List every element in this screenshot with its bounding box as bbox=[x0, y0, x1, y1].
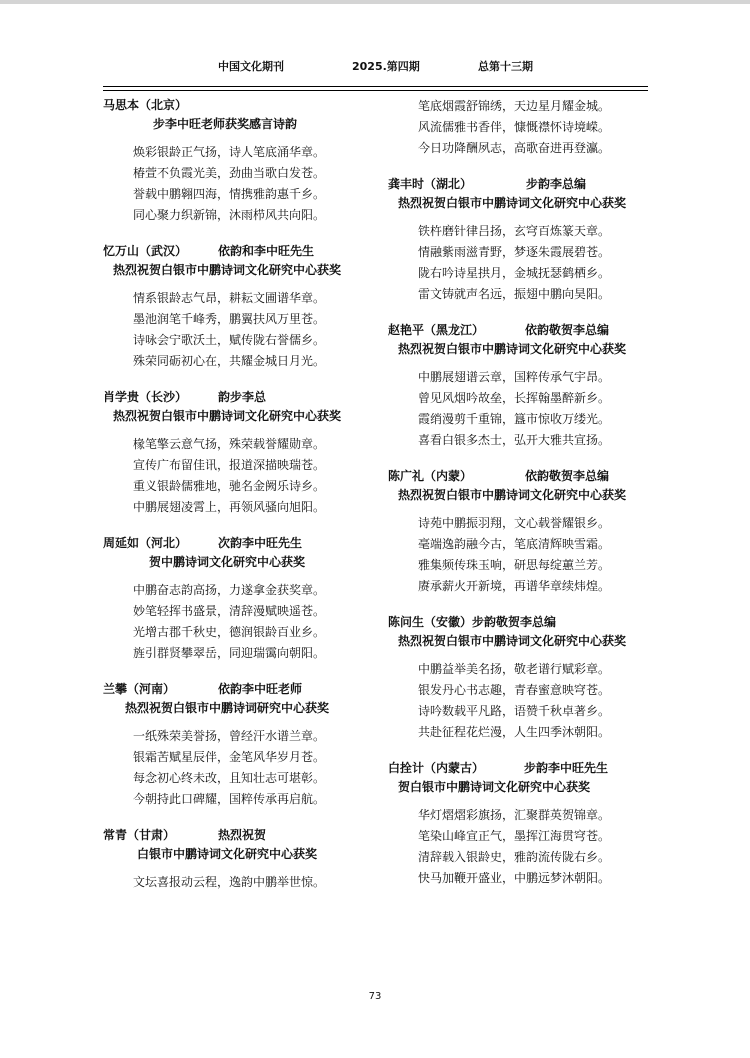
poem-title: 热烈祝贺白银市中鹏诗词文化研究中心获奖 bbox=[398, 342, 627, 356]
poem-dedication: 步韵李总编 bbox=[526, 177, 587, 191]
verse-line: 毫端逸韵融今古，笔底清辉映雪霜。 bbox=[418, 537, 611, 551]
verse-line: 焕彩银龄正气扬，诗人笔底涌华章。 bbox=[133, 145, 326, 159]
verse-line: 共赴征程花烂漫，人生四季沐朝阳。 bbox=[418, 725, 611, 739]
verse-line: 银发丹心书志趣，青春蜜意映穹苍。 bbox=[418, 683, 611, 697]
poem-header bbox=[103, 242, 371, 261]
poem-header bbox=[103, 680, 371, 699]
poem-block bbox=[103, 826, 371, 893]
poem-author: 白拴计（内蒙古） bbox=[388, 761, 485, 775]
poem-header bbox=[388, 175, 656, 194]
poem-block bbox=[388, 321, 656, 451]
poem-author: 陈问生（安徽）步韵敬贺李总编 bbox=[388, 615, 557, 629]
poem-author: 肖学贵（长沙） bbox=[103, 390, 188, 404]
verse-line: 殊荣同砺初心在，共耀金城日月光。 bbox=[133, 354, 326, 368]
verse-line: 中鹏奋志韵高扬，力遂拿金获奖章。 bbox=[133, 583, 326, 597]
verse-line: 诗咏会宁歌沃土，赋传陇右誉儒乡。 bbox=[133, 333, 326, 347]
poem-header bbox=[103, 826, 371, 845]
poem-title: 热烈祝贺白银市中鹏诗词文化研究中心获奖 bbox=[113, 263, 342, 277]
poem-dedication: 依韵敬贺李总编 bbox=[525, 469, 610, 483]
verse-line: 赓承薪火开新境，再谱华章续炜煌。 bbox=[418, 579, 611, 593]
poem-header bbox=[103, 534, 371, 553]
poem-title: 热烈祝贺白银市中鹏诗词文化研究中心获奖 bbox=[113, 409, 342, 423]
verse-line: 喜看白银多杰士，弘开大雅共宣扬。 bbox=[418, 433, 611, 447]
verse-line: 雷文铸就声名远，振翅中鹏向昊阳。 bbox=[418, 287, 611, 301]
top-border bbox=[0, 0, 750, 4]
poem-block bbox=[388, 759, 656, 889]
poem-block bbox=[388, 96, 656, 159]
verse-line: 同心聚力织新锦，沐雨栉风共向阳。 bbox=[133, 208, 326, 222]
verse-line: 笔染山峰宣正气，墨挥江海贯穹苍。 bbox=[418, 829, 611, 843]
verse-line: 重义银龄儒雅地，驰名金阙乐诗乡。 bbox=[133, 479, 326, 493]
verse-line: 今日功降酬夙志，高歌奋进再登瀛。 bbox=[418, 141, 611, 155]
verse-line: 中鹏益举美名扬，敬老谱行赋彩章。 bbox=[418, 662, 611, 676]
verse-line: 墨池润笔千峰秀，鹏翼扶风万里苍。 bbox=[133, 312, 326, 326]
poem-header bbox=[388, 613, 656, 632]
poem-header bbox=[103, 388, 371, 407]
poem-dedication: 韵步李总 bbox=[218, 390, 267, 404]
header-rule-top bbox=[103, 86, 648, 87]
poem-author: 忆万山（武汉） bbox=[103, 244, 188, 258]
poem-block bbox=[103, 388, 371, 518]
total-issue-label: 总第十三期 bbox=[478, 60, 533, 73]
poem-dedication: 热烈祝贺 bbox=[218, 828, 267, 842]
poem-title: 白银市中鹏诗词文化研究中心获奖 bbox=[137, 847, 318, 861]
verse-line: 诗吟数载平凡路，语赞千秋卓著乡。 bbox=[418, 704, 611, 718]
verse-line: 椿萱不负霞光美，劲曲当歌白发苍。 bbox=[133, 166, 326, 180]
issue-label: 2025.第四期 bbox=[352, 60, 420, 73]
poem-header bbox=[388, 759, 656, 778]
poem-author: 兰攀（河南） bbox=[103, 682, 176, 696]
verse-line: 笔底烟霞舒锦绣，天边星月耀金城。 bbox=[418, 99, 611, 113]
verse-line: 情融紫雨滋青野，梦逐朱霞展碧苍。 bbox=[418, 245, 611, 259]
left-column bbox=[103, 96, 371, 909]
verse-line: 快马加鞭开盛业，中鹏远梦沐朝阳。 bbox=[418, 871, 611, 885]
verse-line: 一纸殊荣美誉扬，曾经汗水谱兰章。 bbox=[133, 729, 326, 743]
header-rule-bottom bbox=[103, 90, 648, 91]
poem-author: 马思本（北京） bbox=[103, 98, 188, 112]
poem-title: 贺中鹏诗词文化研究中心获奖 bbox=[149, 555, 306, 569]
verse-line: 每念初心终未改，且知壮志可堪彰。 bbox=[133, 771, 326, 785]
poem-dedication: 次韵李中旺先生 bbox=[218, 536, 303, 550]
verse-line: 椽笔擎云意气扬，殊荣载誉耀勋章。 bbox=[133, 437, 326, 451]
poem-block bbox=[388, 467, 656, 597]
poem-dedication: 依韵李中旺老师 bbox=[218, 682, 303, 696]
poem-author: 陈广礼（内蒙） bbox=[388, 469, 473, 483]
verse-line: 雅集频传珠玉响，研思每绽蕙兰芳。 bbox=[418, 558, 611, 572]
verse-line: 铁杵磨针律吕扬，玄穹百炼篆天章。 bbox=[418, 224, 611, 238]
page-number: 73 bbox=[368, 991, 382, 1002]
verse-line: 中鹏展翅谱云章，国粹传承气宇昂。 bbox=[418, 370, 611, 384]
verse-line: 霞绡漫剪千重锦，簋市惊收万缕光。 bbox=[418, 412, 611, 426]
verse-line: 旌引群贤攀翠岳，同迎瑞霭向朝阳。 bbox=[133, 646, 326, 660]
poem-block bbox=[388, 613, 656, 743]
poem-author: 常青（甘肃） bbox=[103, 828, 176, 842]
verse-line: 华灯熠熠彩旗扬，汇聚群英贺锦章。 bbox=[418, 808, 611, 822]
verse-line: 中鹏展翅凌霄上，再领风骚向旭阳。 bbox=[133, 500, 326, 514]
poem-author: 周延如（河北） bbox=[103, 536, 188, 550]
verse-line: 清辞载入银龄史，雅韵流传陇右乡。 bbox=[418, 850, 611, 864]
verse-line: 银霜苦赋星辰伴，金笔风华岁月苍。 bbox=[133, 750, 326, 764]
poem-block bbox=[388, 175, 656, 305]
poem-header bbox=[103, 96, 371, 115]
poem-dedication: 依韵敬贺李总编 bbox=[525, 323, 610, 337]
verse-line: 妙笔轻挥书盛景，清辞漫赋映遥苍。 bbox=[133, 604, 326, 618]
verse-line: 情系银龄志气昂，耕耘文圃谱华章。 bbox=[133, 291, 326, 305]
poem-title: 热烈祝贺白银市中鹏诗词研究中心获奖 bbox=[125, 701, 330, 715]
poem-block bbox=[103, 534, 371, 664]
verse-line: 风流儒雅书香伴，慷慨襟怀诗境嵘。 bbox=[418, 120, 611, 134]
poem-header bbox=[388, 467, 656, 486]
verse-line: 曾见风烟吟故垒，长挥翰墨醉新乡。 bbox=[418, 391, 611, 405]
poem-title: 热烈祝贺白银市中鹏诗词文化研究中心获奖 bbox=[398, 634, 627, 648]
poem-title: 热烈祝贺白银市中鹏诗词文化研究中心获奖 bbox=[398, 488, 627, 502]
poem-block bbox=[103, 680, 371, 810]
poem-author: 赵艳平（黑龙江） bbox=[388, 323, 485, 337]
poem-title: 热烈祝贺白银市中鹏诗词文化研究中心获奖 bbox=[398, 196, 627, 210]
verse-line: 光增古郡千秋史，德润银龄百业乡。 bbox=[133, 625, 326, 639]
poem-title: 贺白银市中鹏诗词文化研究中心获奖 bbox=[398, 780, 591, 794]
verse-line: 陇右吟诗星拱月，金城抚瑟鹤栖乡。 bbox=[418, 266, 611, 280]
poem-block bbox=[103, 96, 371, 226]
poem-author: 龚丰时（湖北） bbox=[388, 177, 473, 191]
poem-block bbox=[103, 242, 371, 372]
poem-dedication: 步韵李中旺先生 bbox=[524, 761, 609, 775]
poem-title: 步李中旺老师获奖感言诗韵 bbox=[153, 117, 298, 131]
right-column bbox=[388, 96, 656, 905]
verse-line: 文坛喜报动云程，逸韵中鹏举世惊。 bbox=[133, 875, 326, 889]
poem-header bbox=[388, 321, 656, 340]
verse-line: 诗苑中鹏振羽翔，文心载誉耀银乡。 bbox=[418, 516, 611, 530]
journal-name: 中国文化期刊 bbox=[218, 60, 284, 73]
verse-line: 誉载中鹏翱四海，情携雅韵惠千乡。 bbox=[133, 187, 326, 201]
poem-dedication: 依韵和李中旺先生 bbox=[218, 244, 315, 258]
verse-line: 今朝持此口碑耀，国粹传承再启航。 bbox=[133, 792, 326, 806]
verse-line: 宣传广布留佳讯，报道深描映瑞苍。 bbox=[133, 458, 326, 472]
